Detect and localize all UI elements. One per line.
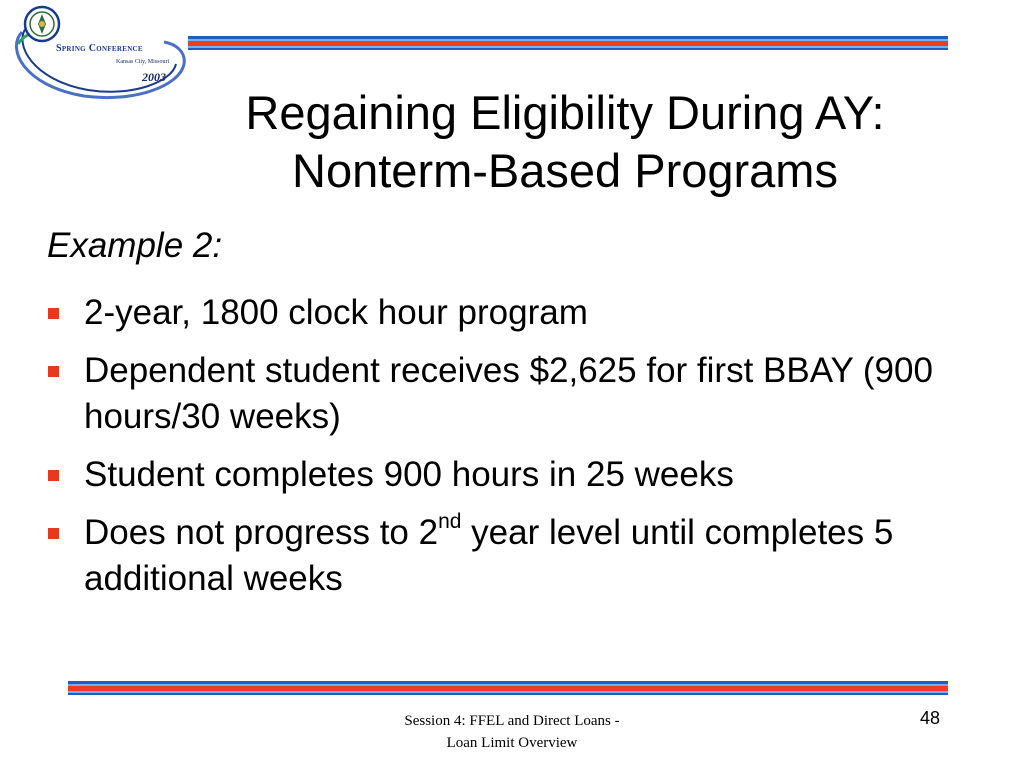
bottom-divider-stripe <box>68 681 948 695</box>
logo-title: Spring Conference <box>56 43 143 54</box>
bullet-text-before: Does not progress to 2 <box>84 513 439 552</box>
bullet-item <box>47 348 977 440</box>
bullet-square-icon <box>48 366 59 377</box>
bullet-list <box>47 290 977 614</box>
footer-session-text <box>330 710 694 754</box>
title-line-2: Nonterm-Based Programs <box>292 144 838 197</box>
top-divider-stripe <box>188 36 948 50</box>
bullet-square-icon <box>48 470 59 481</box>
bullet-item <box>47 290 977 336</box>
footer-line-1: Session 4: FFEL and Direct Loans - <box>404 713 620 729</box>
bullet-text-after: year level until completes 5 additional weeks <box>84 513 894 598</box>
bullet-text: Dependent student receives $2,625 for first BBAY (900 hours/30 weeks) <box>84 351 933 436</box>
logo-year: 2003 <box>142 70 166 84</box>
bullet-text: Student completes 900 hours in 25 weeks <box>84 455 734 494</box>
bullet-item <box>47 510 977 602</box>
title-line-1: Regaining Eligibility During AY: <box>245 86 885 139</box>
slide-title <box>150 84 980 200</box>
footer-line-2: Loan Limit Overview <box>446 735 578 751</box>
bullet-item <box>47 452 977 498</box>
bullet-text: 2-year, 1800 clock hour program <box>84 293 588 332</box>
bullet-text-superscript: nd <box>438 510 462 534</box>
example-label: Example 2: <box>47 226 223 265</box>
bullet-square-icon <box>48 308 59 319</box>
page-number: 48 <box>919 708 940 728</box>
bullet-square-icon <box>48 528 59 539</box>
logo-city: Kansas City, Missouri <box>116 59 170 65</box>
